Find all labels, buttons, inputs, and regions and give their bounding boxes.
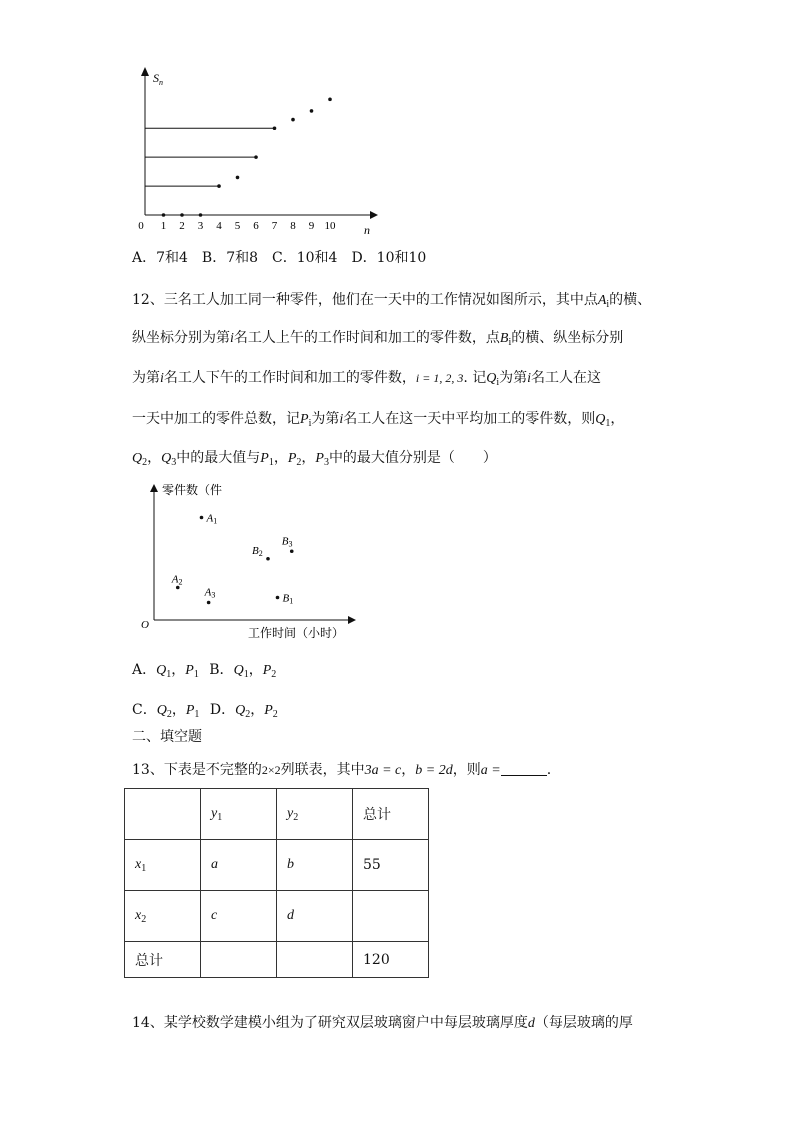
table-cell: $y_1$: [201, 789, 277, 840]
sn-chart-tick-label: 10: [324, 220, 336, 232]
q12-line1: 12、三名工人加工同一种零件，他们在一天中的工作情况如图所示，其中点$A_i$的横、: [132, 292, 652, 310]
sn-chart-point: [254, 155, 258, 159]
sn-chart-point: [199, 213, 203, 217]
sn-chart-tick-label: 4: [216, 220, 222, 232]
sn-chart-tick-label: 2: [179, 220, 185, 232]
table-cell: c: [201, 891, 277, 942]
workers-chart-point-label: A2: [171, 573, 183, 587]
sn-chart-tick-label: 8: [290, 220, 296, 232]
q12-line3: 为第i名工人下午的工作时间和加工的零件数，i = 1, 2, 3. 记$Q_i$为第i名工人在这: [132, 370, 602, 388]
workers-chart-point: [290, 549, 294, 553]
workers-chart-point-label: B3: [281, 535, 293, 549]
table-cell: a: [201, 840, 277, 891]
sn-chart-tick-label: 6: [253, 220, 259, 232]
q12-options-row1: A．$Q_1$，$P_1$ B．$Q_1$，$P_2$: [132, 662, 277, 680]
table-cell: [277, 942, 353, 978]
sn-chart-point: [310, 109, 314, 113]
sn-chart-point: [291, 118, 295, 122]
workers-chart-point: [276, 596, 280, 600]
table-cell: b: [277, 840, 353, 891]
q12-line5: $Q_2$，$Q_3$中的最大值与$P_1$，$P_2$，$P_3$中的最大值分别是（ ）: [132, 450, 497, 468]
point-a-label: $A_i$: [597, 293, 610, 310]
sn-chart-ylabel: $S_n$: [153, 71, 163, 87]
workers-chart-point: [266, 557, 270, 561]
workers-chart-origin: O: [141, 619, 149, 631]
table-row: [125, 942, 429, 978]
q12-options-row2: C．$Q_2$，$P_1$ D．$Q_2$，$P_2$: [132, 702, 278, 720]
table-cell: $y_2$: [277, 789, 353, 840]
table-row: [125, 891, 429, 942]
contingency-table: [124, 788, 429, 978]
sn-chart-point: [217, 184, 221, 188]
table-row: [125, 789, 429, 840]
sn-chart-point: [162, 213, 166, 217]
sn-chart-tick-label: 5: [234, 220, 241, 232]
sn-chart-tick-label: 3: [197, 220, 204, 232]
sn-chart-xlabel: n: [364, 223, 370, 237]
table-row: [125, 840, 429, 891]
table-cell: 总计: [125, 942, 201, 978]
q13-text: 13、下表是不完整的2×2列联表，其中3a = c，b = 2d，则a = .: [132, 762, 552, 778]
section-title: 二、填空题: [132, 729, 202, 745]
sn-chart-tick-label: 7: [271, 220, 278, 232]
table-cell: [353, 891, 429, 942]
point-b-label: $B_i$: [499, 331, 512, 348]
sn-chart-point: [180, 213, 184, 217]
workers-chart-point-label: A3: [204, 586, 216, 600]
sn-chart-tick-label: 0: [138, 220, 144, 232]
q11-options: A．7和4 B．7和8 C．10和4 D．10和10: [132, 250, 427, 266]
workers-chart: [138, 480, 368, 642]
workers-chart-point-label: B1: [282, 592, 294, 606]
table-cell: 总计: [353, 789, 429, 840]
table-cell: d: [277, 891, 353, 942]
q12-line2: 纵坐标分别为第i名工人上午的工作时间和加工的零件数，点$B_i$的横、纵坐标分别: [132, 330, 624, 348]
sn-chart-point: [236, 176, 240, 180]
workers-chart-xlabel: 工作时间（小时）: [248, 626, 345, 640]
sn-chart-tick-label: 1: [160, 220, 167, 232]
workers-chart-ylabel: 零件数（件: [162, 483, 223, 497]
sn-chart: [130, 62, 380, 237]
q12-line4: 一天中加工的零件总数，记$P_i$为第i名工人在这一天中平均加工的零件数，则$Q_1$，: [132, 411, 625, 429]
table-cell: [125, 789, 201, 840]
table-cell: $x_1$: [125, 840, 201, 891]
sn-chart-point: [273, 126, 277, 130]
table-cell: [201, 942, 277, 978]
sn-chart-tick-label: 9: [308, 220, 315, 232]
table-cell: $x_2$: [125, 891, 201, 942]
answer-blank[interactable]: [501, 761, 547, 776]
sn-chart-point: [328, 98, 332, 102]
workers-chart-point-label: B2: [252, 544, 263, 558]
table-cell: 55: [353, 840, 429, 891]
table-cell: 120: [353, 942, 429, 978]
sn-chart-axes: [141, 67, 378, 219]
workers-chart-point-label: A1: [206, 512, 218, 526]
q14-text: 14、某学校数学建模小组为了研究双层玻璃窗户中每层玻璃厚度d（每层玻璃的厚: [132, 1015, 633, 1031]
workers-chart-point: [200, 516, 204, 520]
workers-chart-point: [207, 601, 211, 605]
